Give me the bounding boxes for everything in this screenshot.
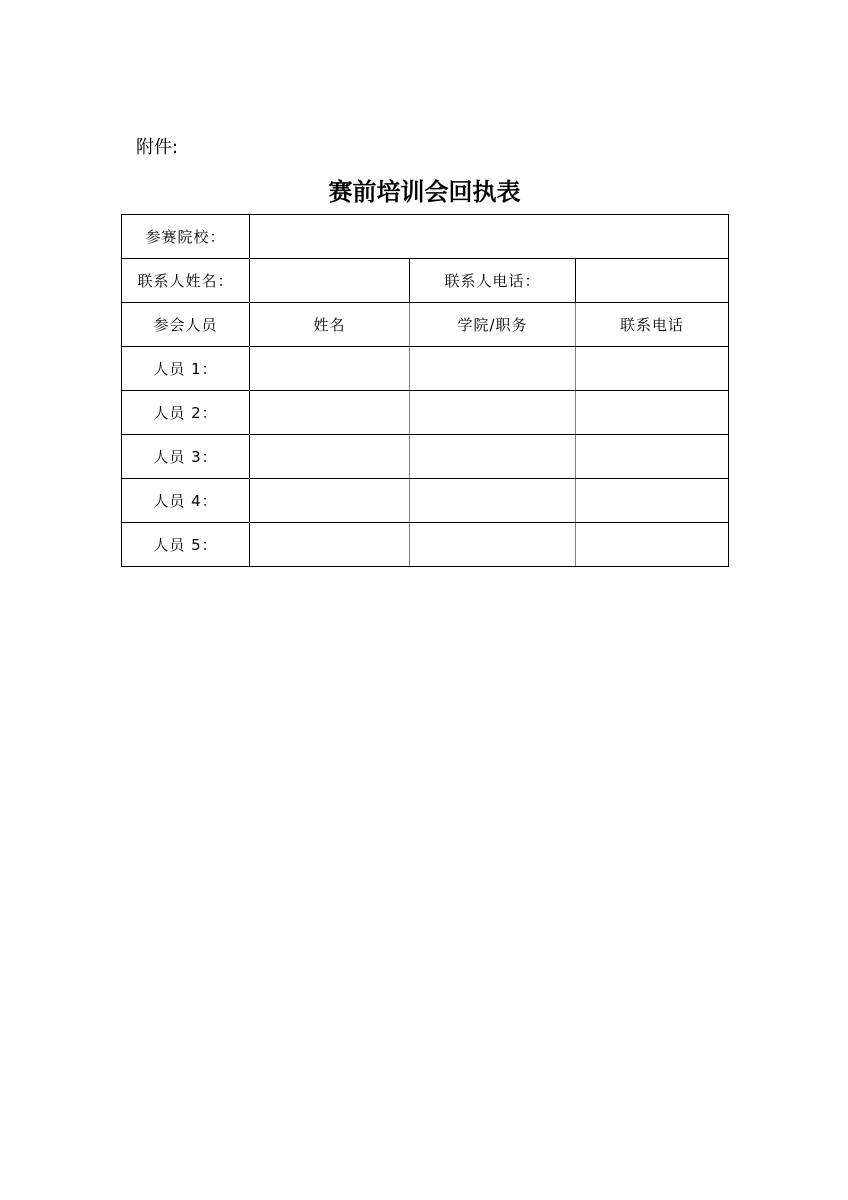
- header-row: [122, 303, 729, 347]
- attendee-college-cell[interactable]: [410, 347, 576, 391]
- attendee-phone-cell[interactable]: [576, 435, 729, 479]
- contact-phone-label: 联系人电话：: [410, 259, 576, 303]
- attendee-label: 人员 2：: [122, 391, 250, 435]
- attendee-label: 人员 1：: [122, 347, 250, 391]
- attendee-name-cell[interactable]: [250, 479, 410, 523]
- table-row: [122, 479, 729, 523]
- attendee-college-cell[interactable]: [410, 435, 576, 479]
- receipt-form-table: [121, 214, 729, 567]
- table-row: [122, 523, 729, 567]
- attendee-college-cell[interactable]: [410, 479, 576, 523]
- attendee-phone-cell[interactable]: [576, 523, 729, 567]
- school-row: [122, 215, 729, 259]
- attendee-name-cell[interactable]: [250, 523, 410, 567]
- attendee-college-cell[interactable]: [410, 523, 576, 567]
- contact-phone-input-cell[interactable]: [576, 259, 729, 303]
- attendee-label: 人员 3：: [122, 435, 250, 479]
- header-name: 姓名: [250, 303, 410, 347]
- contact-row: [122, 259, 729, 303]
- attendee-name-cell[interactable]: [250, 435, 410, 479]
- contact-name-label: 联系人姓名：: [122, 259, 250, 303]
- attendee-phone-cell[interactable]: [576, 479, 729, 523]
- header-phone: 联系电话: [576, 303, 729, 347]
- header-college-position: 学院/职务: [410, 303, 576, 347]
- attendee-phone-cell[interactable]: [576, 391, 729, 435]
- attendee-phone-cell[interactable]: [576, 347, 729, 391]
- form-title: 赛前培训会回执表: [328, 177, 521, 206]
- table-row: [122, 391, 729, 435]
- attachment-label: 附件:: [136, 137, 179, 158]
- table-row: [122, 435, 729, 479]
- attendee-label: 人员 4：: [122, 479, 250, 523]
- contact-name-input-cell[interactable]: [250, 259, 410, 303]
- table-row: [122, 347, 729, 391]
- attendee-name-cell[interactable]: [250, 391, 410, 435]
- attendee-name-cell[interactable]: [250, 347, 410, 391]
- attendee-college-cell[interactable]: [410, 391, 576, 435]
- attendee-label: 人员 5：: [122, 523, 250, 567]
- school-label: 参赛院校：: [122, 215, 250, 259]
- header-attendees: 参会人员: [122, 303, 250, 347]
- school-input-cell[interactable]: [250, 215, 729, 259]
